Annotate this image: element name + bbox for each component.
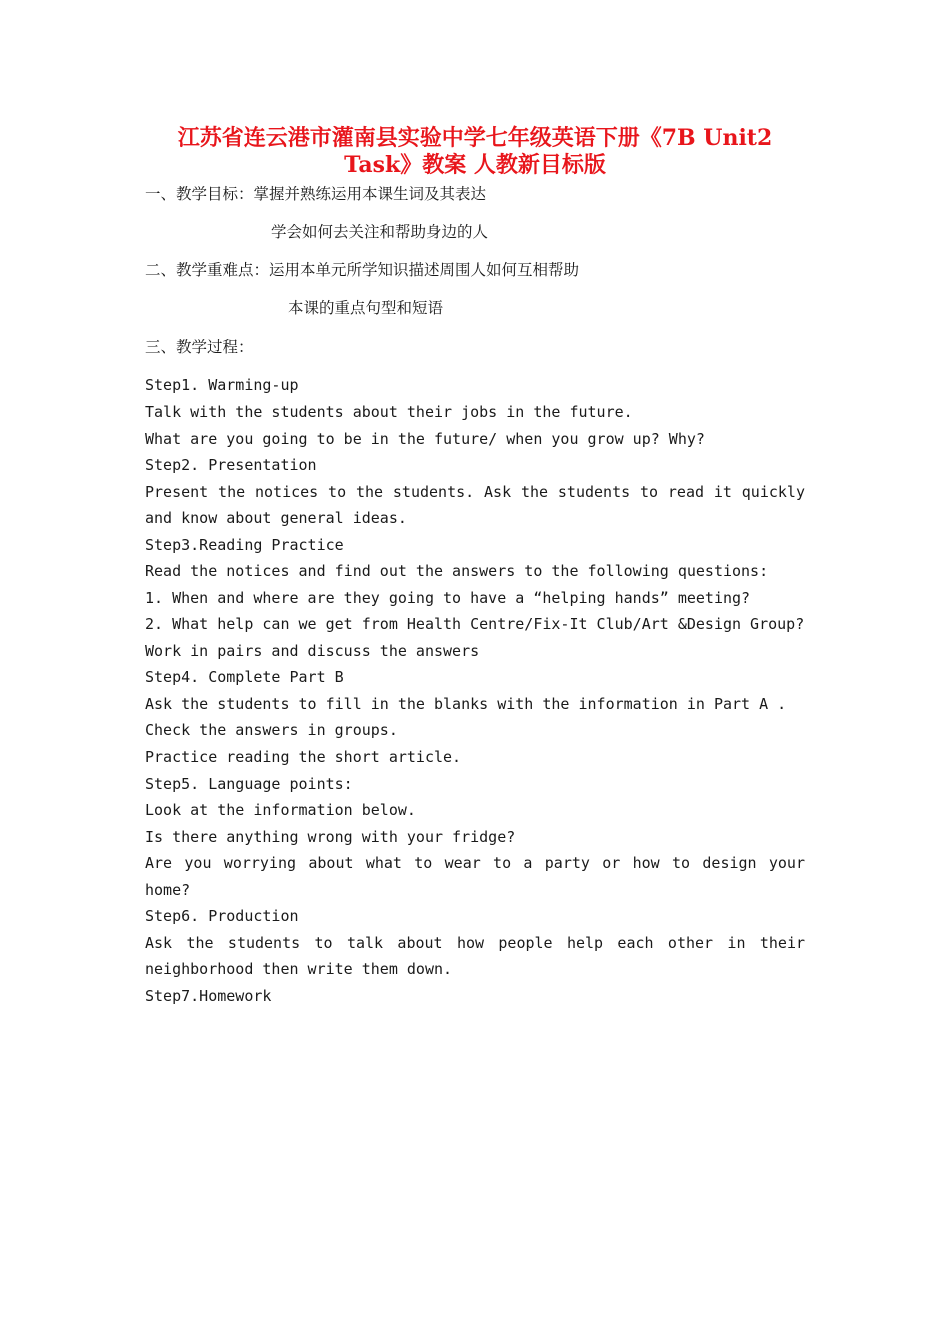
text-line: What are you going to be in the future/ when you grow up? Why? [145,430,705,448]
text-line: Are you worrying about what to wear to a party or how to design your [145,854,805,872]
text-line: Present the notices to the students. Ask the students to read it quickly [145,483,805,501]
text-line: and know about general ideas. [145,509,407,527]
text-line: Read the notices and find out the answers to the following questions: [145,562,769,580]
text-line: Step7.Homework [145,987,272,1005]
keypoints-heading: 二、教学重难点：运用本单元所学知识描述周围人如何互相帮助 [145,261,580,279]
document-title [145,125,805,179]
text-line: Ask the students to fill in the blanks with the information in Part A . [145,695,787,713]
objectives-heading: 一、教学目标：掌握并熟练运用本课生词及其表达 [145,185,487,203]
text-line: Is there anything wrong with your fridge? [145,828,516,846]
text-line: Step5. Language points: [145,775,353,793]
text-line: home? [145,881,191,899]
process-heading: 三、教学过程： [145,338,254,356]
text-line: 2. What help can we get from Health Centre/Fix-It Club/Art &Design Group? [145,615,805,633]
title-line-1: 江苏省连云港市灌南县实验中学七年级英语下册《7B Unit2 [177,125,773,151]
text-line: Step6. Production [145,907,299,925]
text-line: Talk with the students about their jobs in the future. [145,403,633,421]
text-line: Look at the information below. [145,801,416,819]
keypoints-line-2: 本课的重点句型和短语 [288,299,444,317]
text-line: Practice reading the short article. [145,748,462,766]
objectives-line-2: 学会如何去关注和帮助身边的人 [271,223,489,241]
text-line: neighborhood then write them down. [145,960,453,978]
text-line: Work in pairs and discuss the answers [145,642,480,660]
text-line: Step1. Warming-up [145,376,299,394]
text-line: Ask the students to talk about how people help each other in their [145,934,805,952]
text-line: Step3.Reading Practice [145,536,344,554]
text-line: Check the answers in groups. [145,721,398,739]
title-line-2: Task》教案 人教新目标版 [344,152,606,178]
text-line: Step2. Presentation [145,456,317,474]
text-line: 1. When and where are they going to have a “helping hands” meeting? [145,589,751,607]
text-line: Step4. Complete Part B [145,668,344,686]
